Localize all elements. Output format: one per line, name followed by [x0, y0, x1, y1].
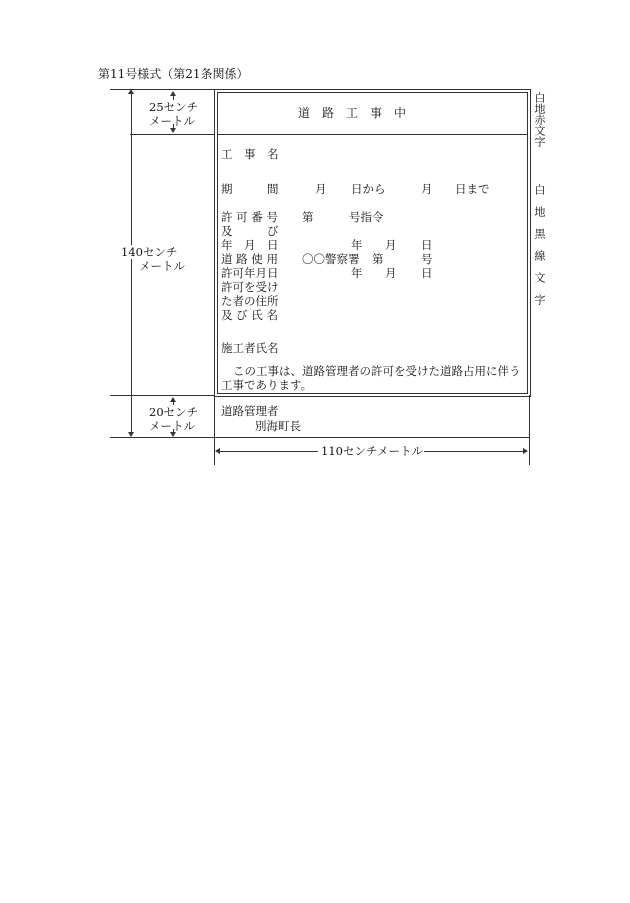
- top-section-divider: [130, 134, 215, 135]
- permit-label-line1: 許 可 番 号: [221, 210, 278, 224]
- bottom-height-unit: メートル: [149, 419, 195, 433]
- permittee-label-line3: 及 び 氏 名: [221, 308, 278, 322]
- sign-title-divider: [217, 134, 527, 135]
- period-month-1: 月: [315, 182, 327, 196]
- sign-title: 道 路 工 事 中: [298, 106, 407, 120]
- permit-month: 月: [385, 238, 397, 252]
- bottom-height-label: 20センチ: [149, 405, 199, 419]
- permit-day: 日: [421, 238, 433, 252]
- footer-right-edge: [529, 395, 530, 437]
- form-label: 第11号様式（第21条関係）: [98, 67, 249, 81]
- road-use-label-line2: 許可年月日: [221, 266, 279, 280]
- construction-name-label: 工 事 名: [221, 147, 279, 161]
- width-label: 110センチメートル: [321, 444, 423, 458]
- total-height-arrow-bottom: [128, 432, 134, 437]
- period-until: 日まで: [455, 182, 490, 196]
- top-height-label: 25センチ: [149, 100, 199, 114]
- total-height-dimension-line: [131, 92, 132, 435]
- top-height-arrow-bottom: [170, 128, 176, 133]
- police-month: 月: [385, 266, 397, 280]
- police-no-dai: 第: [372, 252, 384, 266]
- permit-label-line3: 年 月 日: [221, 238, 279, 252]
- permit-label-line2: 及 び: [221, 224, 279, 238]
- total-height-label: 140センチ: [121, 245, 178, 259]
- total-height-arrow-top: [128, 89, 134, 94]
- road-administrator-name: 別海町長: [255, 419, 301, 433]
- period-month-2: 月: [421, 182, 433, 196]
- notice-line1: この工事は、道路管理者の許可を受けた道路占用に伴う: [233, 364, 521, 378]
- permit-year: 年: [351, 238, 363, 252]
- width-arrow-right: [523, 448, 528, 454]
- contractor-label: 施工者氏名: [221, 341, 279, 355]
- bottom-extension-line: [110, 437, 530, 438]
- notice-line2: 工事であります。: [221, 378, 313, 392]
- period-label: 期 間: [221, 182, 279, 196]
- top-height-unit: メートル: [149, 114, 195, 128]
- width-dimension-line-right: [424, 451, 524, 452]
- bottom-height-arrow-bottom: [170, 432, 176, 437]
- side-note-top: 白地赤文字: [533, 92, 546, 147]
- permittee-label-line1: 許可を受け: [221, 280, 279, 294]
- police-no-go: 号: [421, 252, 433, 266]
- permit-no-dai: 第: [302, 210, 314, 224]
- road-use-label-line1: 道 路 使 用: [221, 252, 278, 266]
- police-day: 日: [421, 266, 433, 280]
- permittee-label-line2: た者の住所: [221, 294, 279, 308]
- total-height-unit: メートル: [139, 259, 185, 273]
- width-extension-right: [529, 437, 530, 465]
- side-note-bottom: 白地黒線文字: [533, 184, 546, 316]
- period-from: 日から: [351, 182, 386, 196]
- police-station: 〇〇警察署: [302, 252, 360, 266]
- width-dimension-line-left: [219, 451, 318, 452]
- police-year: 年: [351, 266, 363, 280]
- sign-bottom-extension-line: [110, 395, 215, 396]
- permit-no-go: 号指令: [349, 210, 384, 224]
- road-administrator-label: 道路管理者: [221, 404, 279, 418]
